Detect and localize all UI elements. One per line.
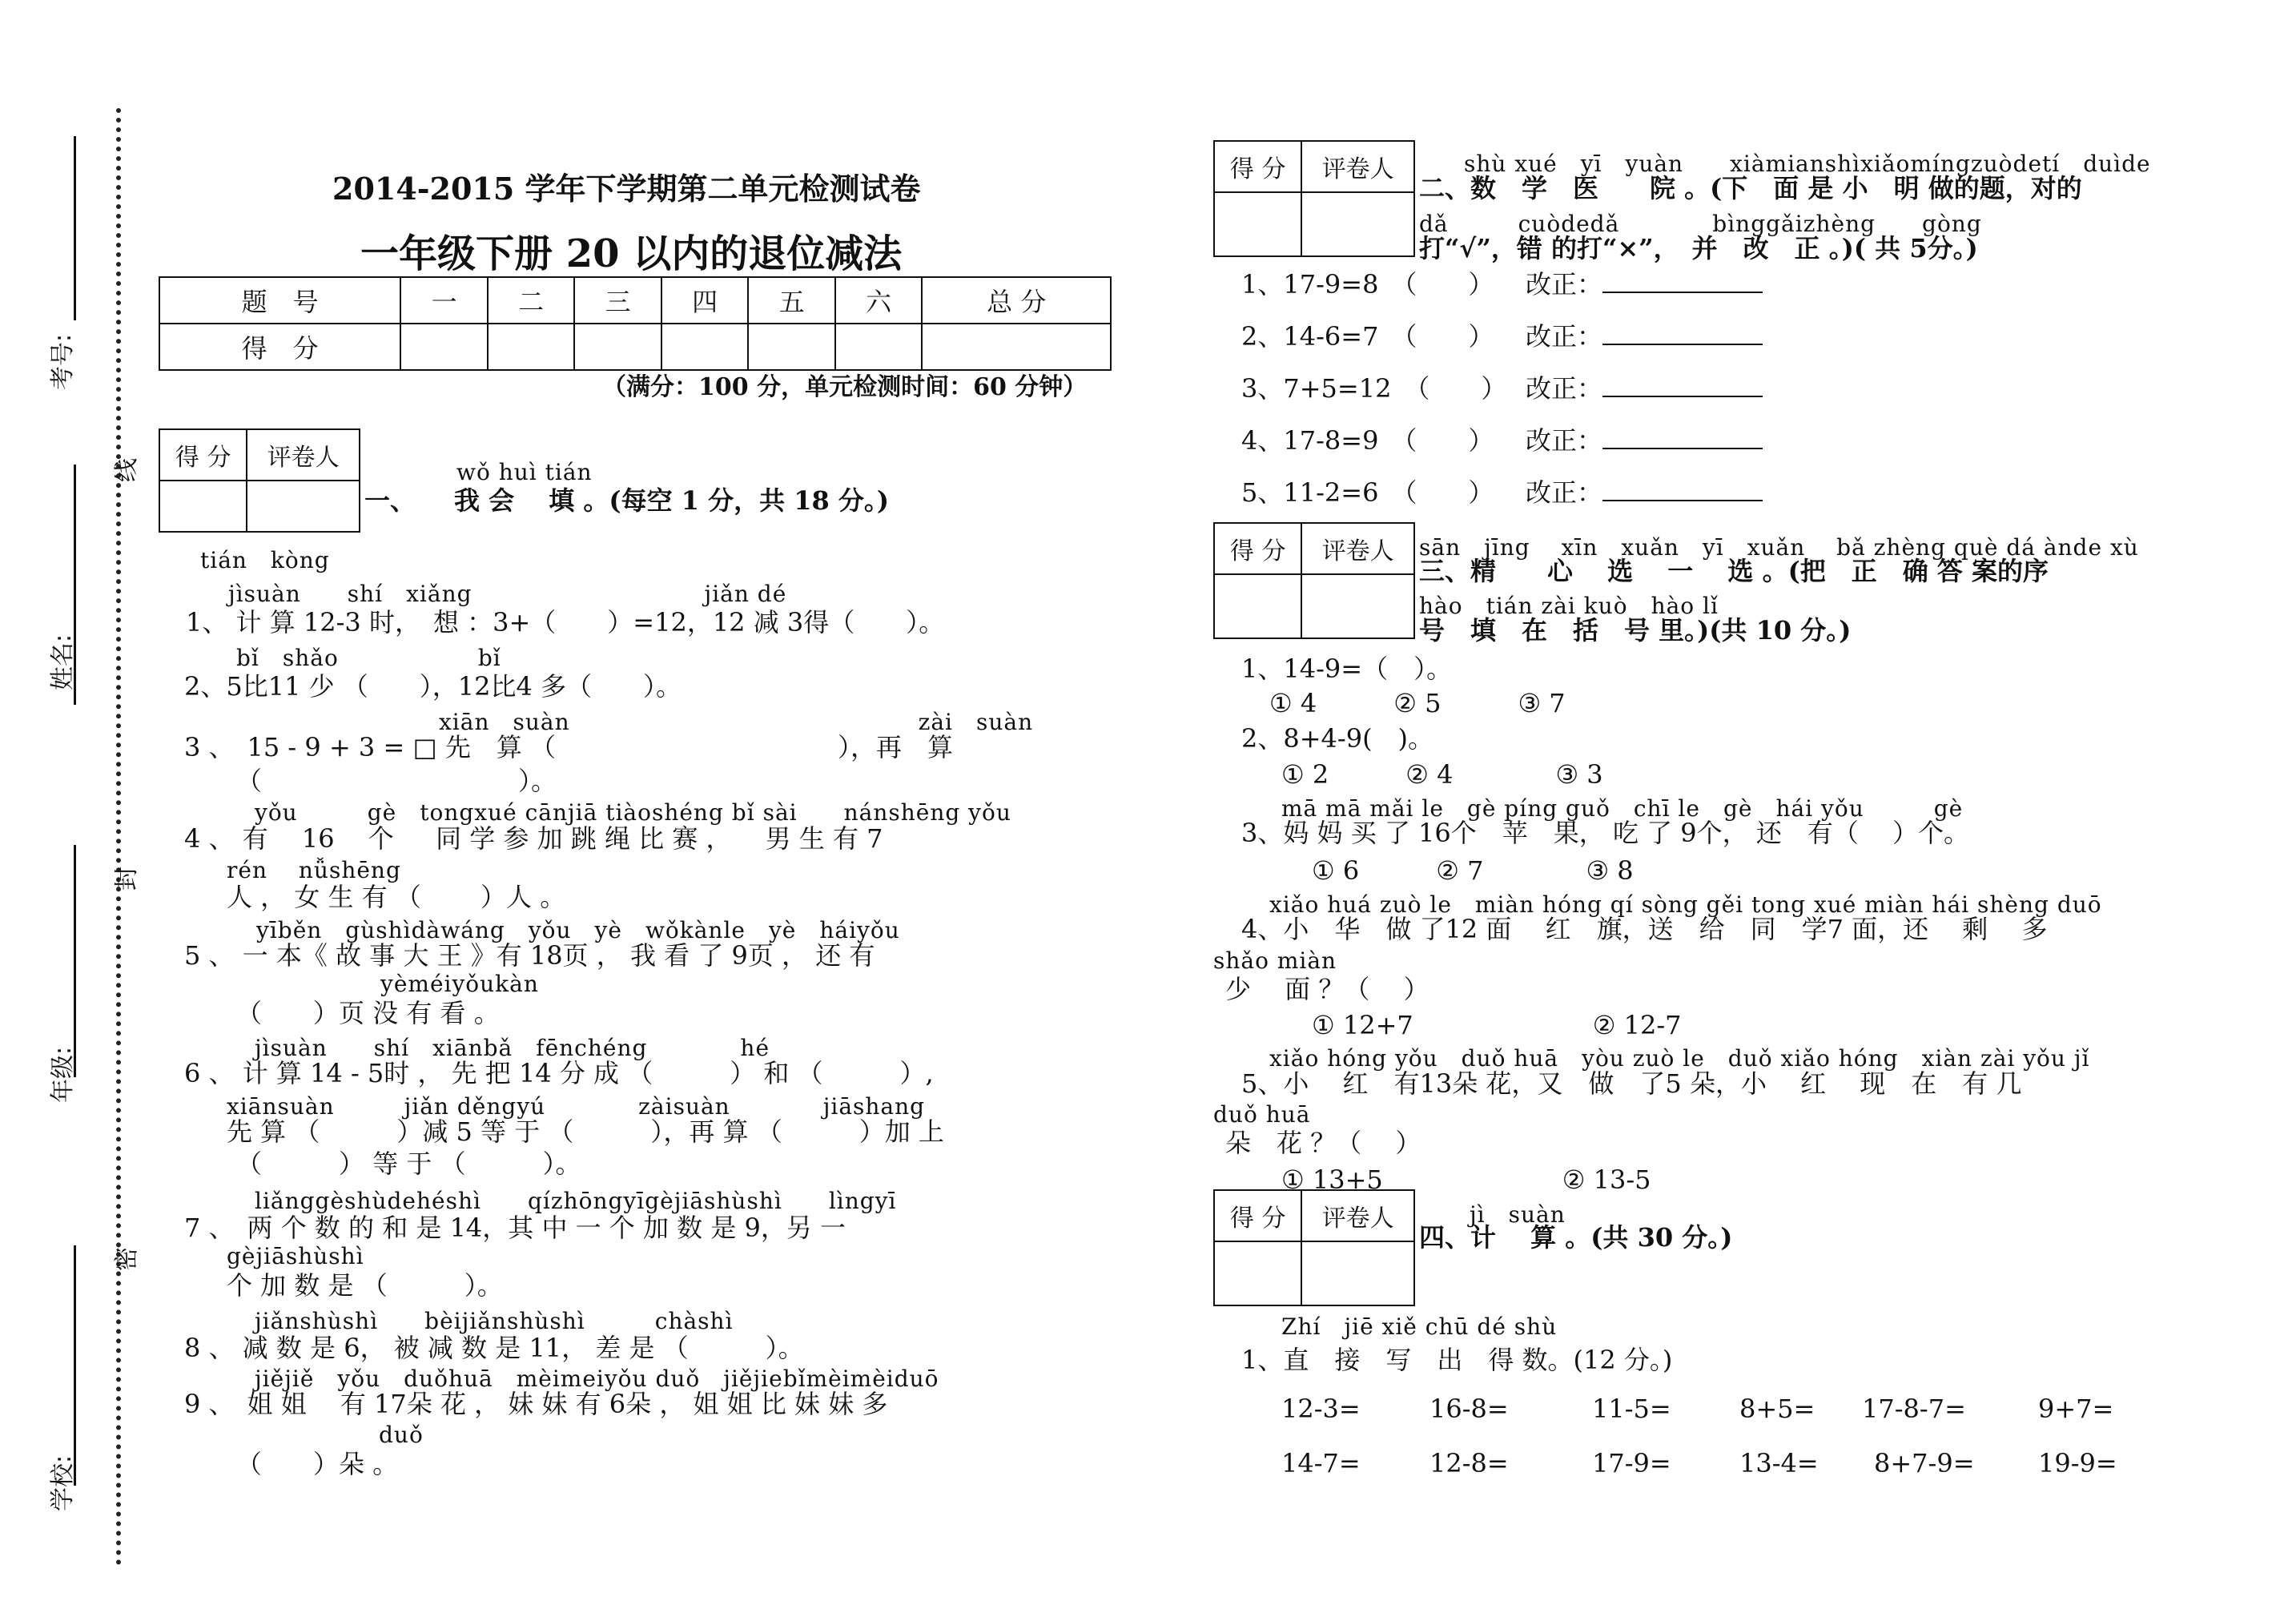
label-xian: 线 [113, 458, 141, 482]
calc-item: 13-4= [1739, 1448, 1819, 1478]
label-feng: 封 [113, 867, 141, 891]
score-table [159, 276, 1112, 371]
s3-q5-pinyin2: duǒ huā [1213, 1101, 1311, 1128]
score-cell[interactable] [574, 324, 661, 370]
q7-pinyin2: gèjiāshùshì [227, 1243, 364, 1269]
section2-scorebox [1213, 140, 1415, 257]
section3-scorebox [1213, 522, 1415, 639]
q8-pinyin: jiǎnshùshì bèijiǎnshùshì chàshì [255, 1308, 734, 1334]
q3-pinyin: xiān suàn zài suàn [439, 709, 1034, 735]
calc-item: 11-5= [1592, 1394, 1671, 1424]
s2-title: 二、数 学 医 院 。(下 面 是 小 明 做的题，对的 [1419, 173, 2082, 203]
s3-q4-pinyin: xiǎo huá zuò le miàn hóng qí sòng gěi tong xué miàn hái shèng duō [1269, 891, 2102, 918]
score-header-6: 六 [835, 277, 923, 324]
scorebox-cell[interactable] [1214, 574, 1301, 638]
scorebox-cell[interactable] [1301, 192, 1414, 256]
q3-text: 3 、 15 - 9 + 3 = □ 先 算 （ ），再 算 [184, 732, 954, 762]
s2-item-2-fix [1526, 316, 1763, 353]
q1-pinyin: jìsuàn shí xiǎng jiǎn dé [228, 581, 787, 607]
s4-title: 四、计 算 。(共 30 分。) [1419, 1222, 1733, 1253]
s4-sub: 1、直 接 写 出 得 数。(12 分。) [1241, 1345, 1673, 1375]
score-header-3: 三 [574, 277, 661, 324]
s3-title2: 号 填 在 括 号 里。)(共 10 分。) [1419, 615, 1852, 646]
label-mi: 密 [113, 1247, 141, 1271]
q2-pinyin: bǐ shǎo bǐ [236, 645, 501, 671]
scorebox-cell[interactable] [247, 481, 360, 532]
q6-pinyin2: xiānsuàn jiǎn děngyú zàisuàn jiāshang [227, 1093, 926, 1120]
calc-item: 12-3= [1281, 1394, 1361, 1424]
fix-blank[interactable] [1602, 372, 1763, 397]
s2-item-3-fix [1526, 368, 1763, 405]
exam-title: 2014-2015 学年下学期第二单元检测试卷 [332, 171, 921, 207]
fix-blank[interactable] [1602, 476, 1763, 501]
scorebox-cell[interactable] [1301, 1241, 1414, 1305]
scorebox-pingjuanren: 评卷人 [1301, 1190, 1414, 1241]
fix-blank[interactable] [1602, 424, 1763, 449]
scorebox-defen: 得 分 [159, 429, 247, 481]
label-xingming: 姓名: [49, 634, 78, 691]
s3-q3-options: ① 6 ② 7 ③ 8 [1312, 855, 1634, 886]
fix-blank[interactable] [1602, 320, 1763, 345]
s4-pinyin: jì suàn [1470, 1201, 1566, 1228]
fix-label: 改正： [1526, 425, 1603, 456]
q5-text-b: （ ）页 没 有 看 。 [236, 998, 500, 1028]
s3-q1-options: ① 4 ② 5 ③ 7 [1269, 688, 1566, 718]
s2-pinyin2: dǎ cuòdedǎ bìnggǎizhèng gòng [1419, 211, 1982, 237]
s3-q5b: 朵 花 ？（ ） [1225, 1128, 1421, 1158]
s2-item-4-fix [1526, 420, 1763, 457]
scorebox-defen: 得 分 [1214, 1190, 1301, 1241]
score-header-1: 一 [400, 277, 488, 324]
score-cell[interactable] [488, 324, 575, 370]
q9-pinyin2: duǒ [379, 1422, 424, 1448]
calc-item: 16-8= [1429, 1394, 1509, 1424]
s3-q4-pinyin2: shǎo miàn [1213, 947, 1337, 974]
s2-item-5: 5、11-2=6 （ ） [1241, 477, 1494, 508]
s3-q4: 4、小 华 做 了12 面 红 旗，送 给 同 学7 面，还 剩 多 [1241, 914, 2048, 944]
calc-item: 17-8-7= [1862, 1394, 1966, 1424]
scorebox-pingjuanren: 评卷人 [247, 429, 360, 481]
s3-q5-pinyin: xiǎo hóng yǒu duǒ huā yòu zuò le duǒ xiǎo hóng xiàn zài yǒu jǐ [1269, 1045, 2090, 1072]
s3-q3-pinyin: mā mā mǎi le gè píng guǒ chī le gè hái yǒu gè [1281, 795, 1964, 822]
label-xuexiao: 学校: [49, 1454, 78, 1512]
score-cell[interactable] [835, 324, 923, 370]
fix-label: 改正： [1526, 373, 1603, 404]
s3-q4-options: ① 12+7 ② 12-7 [1312, 1010, 1682, 1040]
section4-scorebox [1213, 1189, 1415, 1306]
s3-pinyin2: hào tián zài kuò hào lǐ [1419, 593, 1719, 619]
calc-item: 8+7-9= [1874, 1448, 1975, 1478]
q7-text-b: 个 加 数 是 （ ）。 [227, 1270, 503, 1301]
label-kaohao: 考号: [49, 333, 78, 391]
q6-text-c: （ ） 等 于 （ ）。 [236, 1148, 581, 1179]
s2-item-1-fix [1526, 264, 1763, 301]
score-cell[interactable] [400, 324, 488, 370]
q6-text: 6 、 计 算 14 - 5时 ， 先 把 14 分 成 （ ） 和 （ ）, [184, 1058, 934, 1088]
q9-pinyin: jiějiě yǒu duǒhuā mèimeiyǒu duǒ jiějiebǐmèimèiduō [255, 1366, 939, 1392]
fix-label: 改正： [1526, 477, 1603, 508]
s2-item-2: 2、14-6=7 （ ） [1241, 321, 1494, 352]
s3-q2: 2、8+4-9( )。 [1241, 723, 1434, 754]
calc-item: 9+7= [2038, 1394, 2114, 1424]
s3-pinyin: sān jīng xīn xuǎn yī xuǎn bǎ zhèng què dá ànde xù [1419, 534, 2139, 561]
s2-item-1: 1、17-9=8 （ ） [1241, 269, 1494, 300]
scorebox-cell[interactable] [1214, 192, 1301, 256]
score-header-total: 总 分 [922, 277, 1111, 324]
q9-text: 9 、 姐 姐 有 17朵 花 ， 妹 妹 有 6朵 ， 姐 姐 比 妹 妹 多 [184, 1389, 888, 1419]
section1-scorebox [159, 428, 360, 533]
s3-q5-options: ① 13+5 ② 13-5 [1281, 1164, 1651, 1195]
fix-label: 改正： [1526, 269, 1603, 300]
q4-text: 4 、 有 16 个 同 学 参 加 跳 绳 比 赛 ， 男 生 有 7 [184, 823, 883, 854]
q7-pinyin: liǎnggèshùdehéshì qízhōngyīgèjiāshùshì lìngyī [255, 1188, 897, 1214]
q5-text: 5 、 一 本《 故 事 大 王 》有 18页 ， 我 看 了 9页 ， 还 有 [184, 940, 875, 971]
q4-pinyin2: rén nǚshēng [227, 857, 401, 883]
scorebox-defen: 得 分 [1214, 523, 1301, 574]
q8-text: 8 、 减 数 是 6， 被 减 数 是 11， 差 是 （ ）。 [184, 1333, 804, 1363]
q9-text-b: （ ）朵 。 [236, 1449, 399, 1479]
score-cell[interactable] [922, 324, 1111, 370]
score-header-label: 题 号 [159, 277, 400, 324]
scorebox-cell[interactable] [1214, 1241, 1301, 1305]
scorebox-defen: 得 分 [1214, 141, 1301, 192]
s2-title2: 打“√”，错 的打“×”， 并 改 正 。)( 共 5分。) [1419, 233, 1978, 263]
fix-blank[interactable] [1602, 267, 1763, 293]
s3-title: 三、精 心 选 一 选 。(把 正 确 答 案的序 [1419, 556, 2049, 586]
calc-item: 8+5= [1739, 1394, 1815, 1424]
q2-text: 2、5比11 少 （ ），12比4 多（ ）。 [184, 671, 682, 702]
score-row-label: 得 分 [159, 324, 400, 370]
q1-text: 1、 计 算 12-3 时， 想 ：3+（ ）=12，12 减 3得（ ）。 [186, 607, 945, 638]
q4-text-b: 人 ， 女 生 有 （ ）人 。 [227, 882, 566, 912]
s3-q1: 1、14-9=（ ）。 [1241, 654, 1453, 684]
s3-q2-options: ① 2 ② 4 ③ 3 [1281, 759, 1603, 790]
scorebox-cell[interactable] [159, 481, 247, 532]
q3-text-b: （ ）。 [236, 766, 557, 796]
q4-pinyin: yǒu gè tongxué cānjiā tiàoshéng bǐ sài nánshēng yǒu [255, 799, 1011, 826]
exam-note: （满分：100 分，单元检测时间：60 分钟） [602, 373, 1088, 401]
calc-item: 12-8= [1429, 1448, 1509, 1478]
q6-text-b: 先 算 （ ）减 5 等 于 （ ），再 算 （ ）加 上 [227, 1116, 944, 1147]
blank-grade-line [74, 845, 76, 1077]
s1-pinyin2: tián kòng [200, 547, 330, 573]
scorebox-pingjuanren: 评卷人 [1301, 141, 1414, 192]
s2-item-4: 4、17-8=9 （ ） [1241, 425, 1494, 456]
exam-subtitle: 一年级下册 20 以内的退位减法 [360, 231, 903, 276]
s2-item-5-fix [1526, 473, 1763, 509]
label-nianji: 年级: [49, 1046, 78, 1104]
s2-item-3: 3、7+5=12 （ ） [1241, 373, 1507, 404]
s1-pinyin: wǒ huì tián [456, 459, 593, 485]
score-header-2: 二 [488, 277, 575, 324]
score-header-5: 五 [748, 277, 835, 324]
calc-item: 17-9= [1592, 1448, 1671, 1478]
score-cell[interactable] [748, 324, 835, 370]
score-header-4: 四 [661, 277, 749, 324]
q6-pinyin: jìsuàn shí xiānbǎ fēnchéng hé [255, 1035, 770, 1061]
calc-item: 19-9= [2038, 1448, 2117, 1478]
s1-title: 一、 我 会 填 。(每空 1 分，共 18 分。) [364, 485, 890, 516]
fix-label: 改正： [1526, 321, 1603, 352]
scorebox-pingjuanren: 评卷人 [1301, 523, 1414, 574]
s4-sub-pinyin: Zhí jiē xiě chū dé shù [1281, 1313, 1558, 1340]
s3-q3: 3、妈 妈 买 了 16个 苹 果， 吃 了 9个， 还 有（ ）个。 [1241, 818, 1969, 848]
q7-text: 7 、 两 个 数 的 和 是 14，其 中 一 个 加 数 是 9，另 一 [184, 1213, 846, 1243]
s3-q4b: 少 面 ？（ ） [1225, 974, 1429, 1004]
calc-item: 14-7= [1281, 1448, 1361, 1478]
blank-school-line [74, 1245, 76, 1486]
s3-q5: 5、小 红 有13朵 花，又 做 了5 朵，小 红 现 在 有 几 [1241, 1068, 2022, 1099]
score-cell[interactable] [661, 324, 749, 370]
q5-pinyin2: yèméiyǒukàn [380, 971, 539, 997]
binding-dotted-line [116, 108, 121, 1566]
scorebox-cell[interactable] [1301, 574, 1414, 638]
q5-pinyin: yīběn gùshìdàwáng yǒu yè wǒkànle yè háiyǒu [256, 917, 900, 943]
blank-kaohao-line [74, 136, 76, 320]
s2-pinyin: shù xué yī yuàn xiàmianshìxiǎomíngzuòdetí duìde [1464, 151, 2151, 177]
